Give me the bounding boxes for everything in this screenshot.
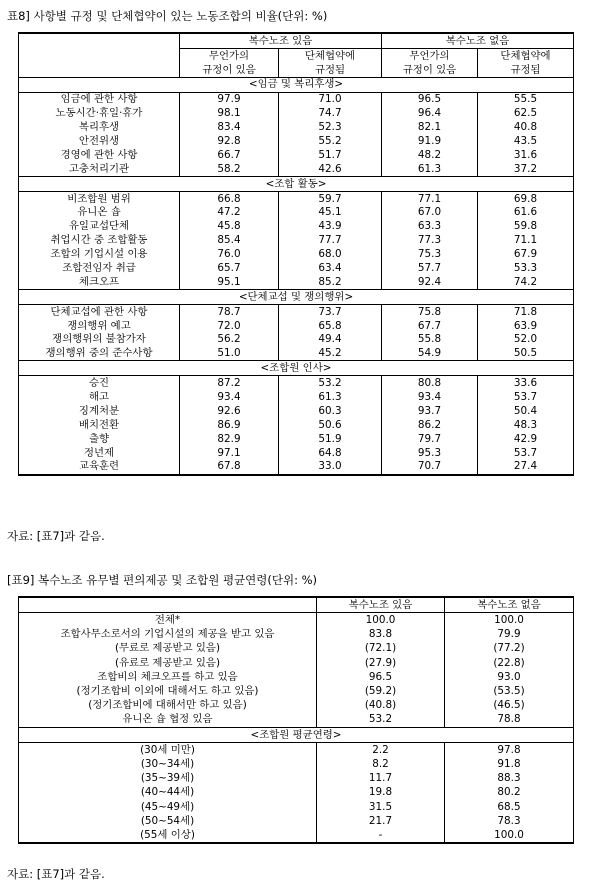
value-cell: 75.8 [382, 304, 478, 318]
row-label: 경영에 관한 사항 [19, 148, 180, 162]
row-label: (30세 미만) [19, 742, 317, 757]
table8-title: 표8] 사항별 규정 및 단체협약이 있는 노동조합의 비율(단위: %) [7, 9, 328, 23]
table-row [19, 376, 574, 390]
row-label: 복리후생 [19, 120, 180, 134]
value-cell: 78.7 [180, 304, 279, 318]
value-cell: 88.3 [445, 771, 574, 785]
value-cell: 86.2 [382, 418, 478, 432]
header-sub3-line2: 규정이 있음 [382, 63, 478, 77]
row-label: 조합의 기업시설 이용 [19, 247, 180, 261]
value-cell: 100.0 [445, 613, 574, 628]
table-row [19, 319, 574, 333]
row-label: 고충처리기관 [19, 162, 180, 176]
table-row [19, 220, 574, 234]
table8 [18, 32, 574, 476]
row-label: 전체* [19, 613, 317, 628]
table-row [19, 460, 574, 475]
value-cell: 65.7 [180, 261, 279, 275]
value-cell: 66.7 [180, 148, 279, 162]
value-cell: 43.5 [478, 134, 574, 148]
table-row [19, 404, 574, 418]
value-cell: 59.7 [279, 191, 382, 205]
value-cell: 27.4 [478, 460, 574, 475]
table-row [19, 642, 574, 656]
row-label: 정년제 [19, 446, 180, 460]
value-cell: 78.8 [445, 713, 574, 728]
value-cell: 82.1 [382, 120, 478, 134]
value-cell: 50.6 [279, 418, 382, 432]
value-cell: 49.4 [279, 333, 382, 347]
table-row [19, 148, 574, 162]
value-cell: 57.7 [382, 261, 478, 275]
value-cell: 8.2 [317, 757, 445, 771]
value-cell: 93.7 [382, 404, 478, 418]
value-cell: (59.2) [317, 684, 445, 698]
table-row [19, 191, 574, 205]
value-cell: 61.6 [478, 206, 574, 220]
table-row [19, 206, 574, 220]
row-label: (30~34세) [19, 757, 317, 771]
value-cell: 98.1 [180, 106, 279, 120]
value-cell: 100.0 [317, 613, 445, 628]
row-label: 단체교섭에 관한 사항 [19, 304, 180, 318]
value-cell: (53.5) [445, 684, 574, 698]
value-cell: 100.0 [445, 828, 574, 843]
value-cell: 33.6 [478, 376, 574, 390]
value-cell: 83.8 [317, 627, 445, 641]
value-cell: 62.5 [478, 106, 574, 120]
value-cell: 97.1 [180, 446, 279, 460]
value-cell: 77.7 [279, 233, 382, 247]
value-cell: 31.6 [478, 148, 574, 162]
table-row [19, 757, 574, 771]
value-cell: 77.1 [382, 191, 478, 205]
row-label: (35~39세) [19, 771, 317, 785]
value-cell: 42.9 [478, 432, 574, 446]
value-cell: 71.8 [478, 304, 574, 318]
value-cell: 67.0 [382, 206, 478, 220]
header-sub3: 무언가의 [382, 48, 478, 62]
value-cell: 75.3 [382, 247, 478, 261]
value-cell: 51.0 [180, 347, 279, 361]
header-sub4-line2: 규정됨 [478, 63, 574, 77]
table-row [19, 134, 574, 148]
value-cell: 95.1 [180, 275, 279, 289]
value-cell: 83.4 [180, 120, 279, 134]
value-cell: 53.3 [478, 261, 574, 275]
value-cell: 85.2 [279, 275, 382, 289]
row-label: 유니온 숍 [19, 206, 180, 220]
value-cell: 92.6 [180, 404, 279, 418]
header-sub1-line2: 규정이 있음 [180, 63, 279, 77]
value-cell: 61.3 [279, 390, 382, 404]
value-cell: 70.7 [382, 460, 478, 475]
value-cell: 95.3 [382, 446, 478, 460]
table-row [19, 698, 574, 712]
table-row [19, 742, 574, 757]
value-cell: 59.8 [478, 220, 574, 234]
value-cell: 65.8 [279, 319, 382, 333]
value-cell: 73.7 [279, 304, 382, 318]
value-cell: (22.8) [445, 656, 574, 670]
value-cell: 91.8 [445, 757, 574, 771]
row-label: 쟁의행위 예고 [19, 319, 180, 333]
header-blank [19, 48, 180, 62]
header-sub2-line2: 규정됨 [279, 63, 382, 77]
value-cell: 87.2 [180, 376, 279, 390]
section-header: <조합원 평균연령> [19, 727, 574, 742]
value-cell: 55.8 [382, 333, 478, 347]
header-blank [19, 63, 180, 77]
value-cell: 63.3 [382, 220, 478, 234]
table-row [19, 828, 574, 843]
value-cell: 50.5 [478, 347, 574, 361]
value-cell: 86.9 [180, 418, 279, 432]
table9 [18, 596, 574, 844]
row-label: 안전위생 [19, 134, 180, 148]
value-cell: 96.5 [382, 92, 478, 106]
header-multi-union: 복수노조 있음 [317, 597, 445, 613]
row-label: 승진 [19, 376, 180, 390]
table9-source-note: 자료: [표7]과 같음. [7, 867, 105, 881]
value-cell: 45.8 [180, 220, 279, 234]
value-cell: 52.3 [279, 120, 382, 134]
value-cell: 66.8 [180, 191, 279, 205]
value-cell: 77.3 [382, 233, 478, 247]
section-header: <조합원 인사> [19, 361, 574, 376]
value-cell: 67.8 [180, 460, 279, 475]
header-blank [19, 33, 180, 48]
row-label: (45~49세) [19, 800, 317, 814]
table-row [19, 347, 574, 361]
value-cell: 53.2 [279, 376, 382, 390]
table-row [19, 670, 574, 684]
table-row [19, 418, 574, 432]
header-no-multi-union: 복수노조 없음 [445, 597, 574, 613]
table-row [19, 684, 574, 698]
value-cell: 71.1 [478, 233, 574, 247]
row-label: 조합사무소로서의 기업시설의 제공을 받고 있음 [19, 627, 317, 641]
value-cell: (72.1) [317, 642, 445, 656]
header-sub4: 단체협약에 [478, 48, 574, 62]
header-group-no-multi-union: 복수노조 없음 [382, 33, 574, 48]
value-cell: 74.2 [478, 275, 574, 289]
value-cell: 68.5 [445, 800, 574, 814]
value-cell: 54.9 [382, 347, 478, 361]
value-cell: (40.8) [317, 698, 445, 712]
value-cell: 55.2 [279, 134, 382, 148]
value-cell: 42.6 [279, 162, 382, 176]
value-cell: 21.7 [317, 814, 445, 828]
value-cell: 64.8 [279, 446, 382, 460]
value-cell: 92.8 [180, 134, 279, 148]
row-label: (50~54세) [19, 814, 317, 828]
table-row [19, 771, 574, 785]
row-label: (정기조합비에 대해서만 하고 있음) [19, 698, 317, 712]
value-cell: 63.4 [279, 261, 382, 275]
value-cell: 45.2 [279, 347, 382, 361]
table-row [19, 162, 574, 176]
value-cell: 56.2 [180, 333, 279, 347]
value-cell: 93.4 [180, 390, 279, 404]
table-row [19, 785, 574, 799]
value-cell: 80.8 [382, 376, 478, 390]
value-cell: 96.4 [382, 106, 478, 120]
row-label: 교육훈련 [19, 460, 180, 475]
table-row [19, 713, 574, 728]
value-cell: 37.2 [478, 162, 574, 176]
table-row [19, 627, 574, 641]
row-label: 유일교섭단체 [19, 220, 180, 234]
table-row [19, 92, 574, 106]
table9-title: [표9] 복수노조 유무별 편의제공 및 조합원 평균연령(단위: %) [7, 573, 318, 587]
value-cell: 43.9 [279, 220, 382, 234]
row-label: 노동시간·휴일·휴가 [19, 106, 180, 120]
section-header: <임금 및 복리후생> [19, 77, 574, 92]
table-row [19, 120, 574, 134]
table-row [19, 261, 574, 275]
row-label: 조합전임자 취급 [19, 261, 180, 275]
value-cell: 2.2 [317, 742, 445, 757]
value-cell: 19.8 [317, 785, 445, 799]
header-group-multi-union: 복수노조 있음 [180, 33, 382, 48]
value-cell: 40.8 [478, 120, 574, 134]
value-cell: 92.4 [382, 275, 478, 289]
row-label: 체크오프 [19, 275, 180, 289]
value-cell: 33.0 [279, 460, 382, 475]
value-cell: 78.3 [445, 814, 574, 828]
value-cell: 67.9 [478, 247, 574, 261]
value-cell: 67.7 [382, 319, 478, 333]
value-cell: - [317, 828, 445, 843]
value-cell: 79.9 [445, 627, 574, 641]
row-label: (40~44세) [19, 785, 317, 799]
value-cell: 69.8 [478, 191, 574, 205]
row-label: (정기조합비 이외에 대해서도 하고 있음) [19, 684, 317, 698]
row-label: (무료로 제공받고 있음) [19, 642, 317, 656]
value-cell: 72.0 [180, 319, 279, 333]
value-cell: 11.7 [317, 771, 445, 785]
table-row [19, 106, 574, 120]
row-label: 쟁의행위 중의 준수사항 [19, 347, 180, 361]
row-label: 비조합원 범위 [19, 191, 180, 205]
value-cell: (27.9) [317, 656, 445, 670]
value-cell: 91.9 [382, 134, 478, 148]
row-label: 조합비의 체크오프를 하고 있음 [19, 670, 317, 684]
value-cell: 97.8 [445, 742, 574, 757]
value-cell: 76.0 [180, 247, 279, 261]
table-row [19, 656, 574, 670]
value-cell: 51.7 [279, 148, 382, 162]
section-header: <조합 활동> [19, 176, 574, 191]
value-cell: 31.5 [317, 800, 445, 814]
value-cell: 48.3 [478, 418, 574, 432]
value-cell: (77.2) [445, 642, 574, 656]
value-cell: 74.7 [279, 106, 382, 120]
section-header: <단체교섭 및 쟁의행위> [19, 290, 574, 305]
value-cell: 61.3 [382, 162, 478, 176]
row-label: 취업시간 중 조합활동 [19, 233, 180, 247]
table-row [19, 275, 574, 289]
row-label: (55세 이상) [19, 828, 317, 843]
value-cell: 60.3 [279, 404, 382, 418]
row-label: 출향 [19, 432, 180, 446]
table-row [19, 247, 574, 261]
value-cell: 48.2 [382, 148, 478, 162]
header-sub1: 무언가의 [180, 48, 279, 62]
row-label: 유니온 숍 협정 있음 [19, 713, 317, 728]
table-row [19, 446, 574, 460]
row-label: 배치전환 [19, 418, 180, 432]
value-cell: 93.0 [445, 670, 574, 684]
table-row [19, 800, 574, 814]
table-row [19, 333, 574, 347]
value-cell: 51.9 [279, 432, 382, 446]
row-label: (유료로 제공받고 있음) [19, 656, 317, 670]
value-cell: 96.5 [317, 670, 445, 684]
table8-source-note: 자료: [표7]과 같음. [7, 529, 105, 543]
value-cell: 45.1 [279, 206, 382, 220]
table-row [19, 613, 574, 628]
value-cell: 47.2 [180, 206, 279, 220]
value-cell: 97.9 [180, 92, 279, 106]
header-sub2: 단체협약에 [279, 48, 382, 62]
value-cell: 58.2 [180, 162, 279, 176]
table-row [19, 814, 574, 828]
value-cell: 52.0 [478, 333, 574, 347]
table-row [19, 432, 574, 446]
value-cell: 55.5 [478, 92, 574, 106]
value-cell: 82.9 [180, 432, 279, 446]
value-cell: 80.2 [445, 785, 574, 799]
value-cell: 85.4 [180, 233, 279, 247]
value-cell: 79.7 [382, 432, 478, 446]
value-cell: (46.5) [445, 698, 574, 712]
header-blank [19, 597, 317, 613]
table-row [19, 233, 574, 247]
value-cell: 53.2 [317, 713, 445, 728]
value-cell: 93.4 [382, 390, 478, 404]
value-cell: 53.7 [478, 446, 574, 460]
value-cell: 71.0 [279, 92, 382, 106]
table-row [19, 304, 574, 318]
value-cell: 50.4 [478, 404, 574, 418]
value-cell: 63.9 [478, 319, 574, 333]
value-cell: 53.7 [478, 390, 574, 404]
row-label: 임금에 관한 사항 [19, 92, 180, 106]
row-label: 해고 [19, 390, 180, 404]
table-row [19, 390, 574, 404]
row-label: 쟁의행위의 불참가자 [19, 333, 180, 347]
value-cell: 68.0 [279, 247, 382, 261]
row-label: 징계처분 [19, 404, 180, 418]
